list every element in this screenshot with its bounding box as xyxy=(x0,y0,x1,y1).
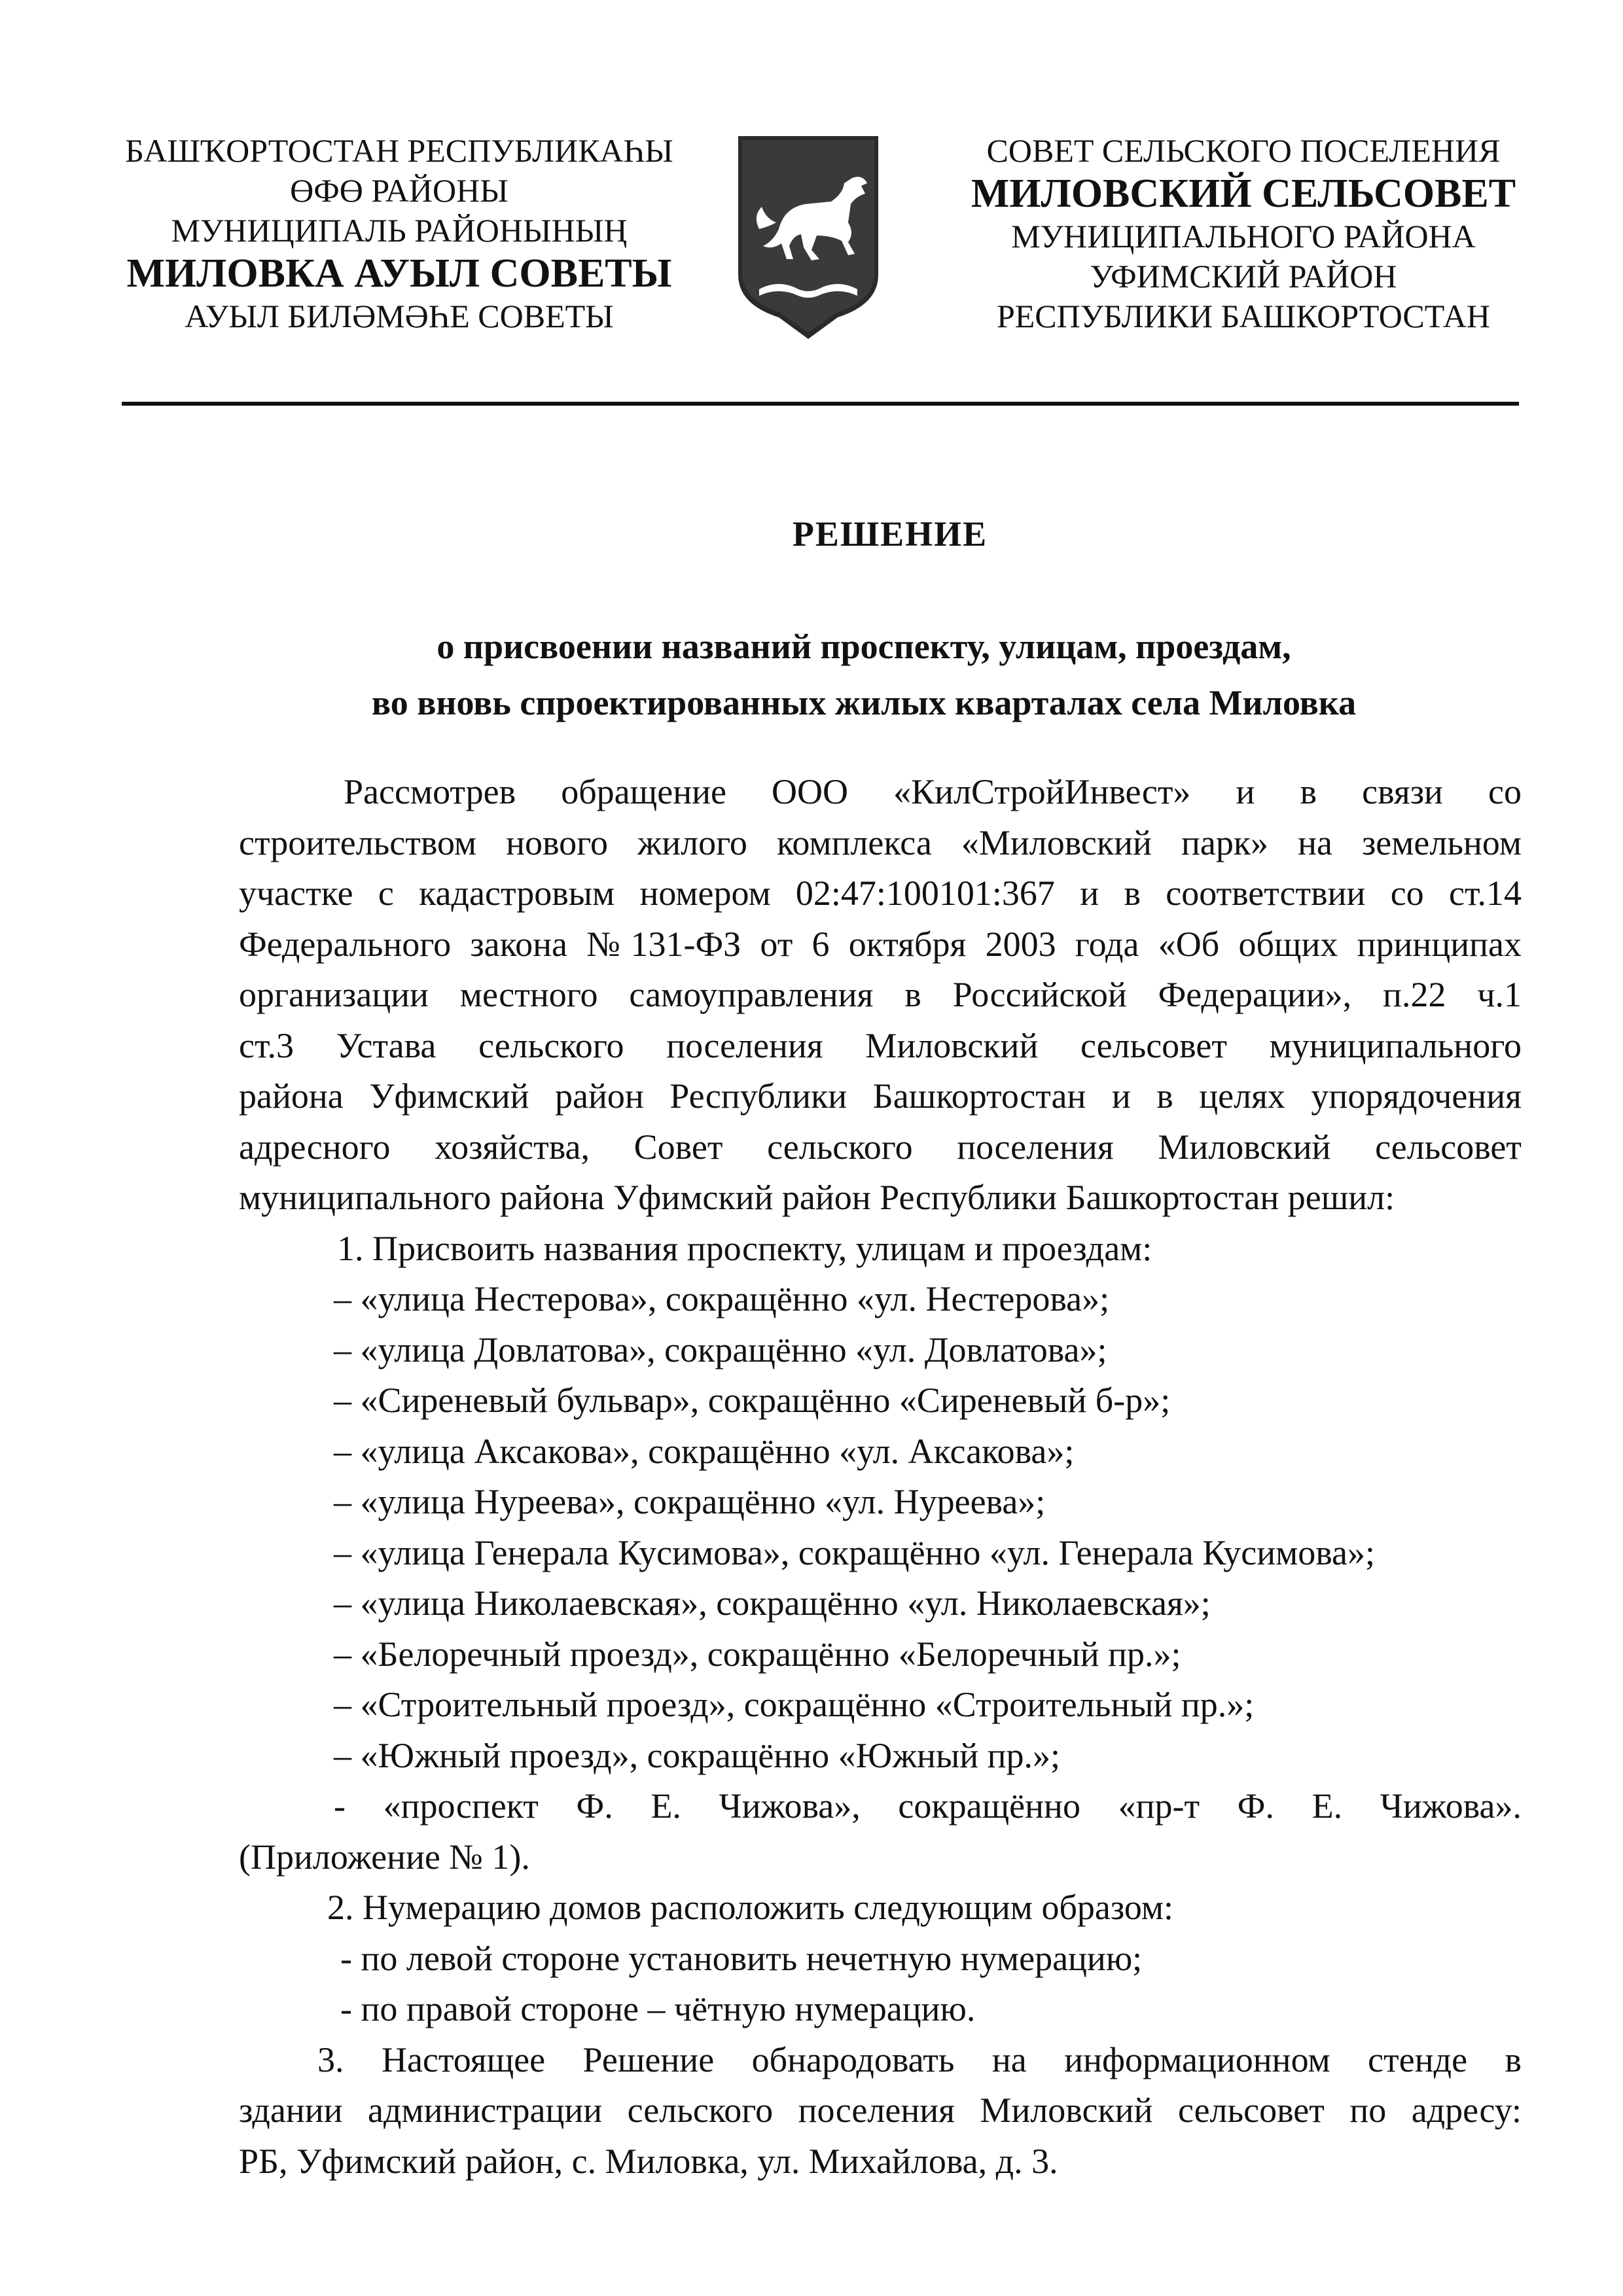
point-3-line: 3. Настоящее Решение обнародовать на информационном стенде в xyxy=(317,2040,1522,2079)
header-right-line-5: РЕСПУБЛИКИ БАШКОРТОСТАН xyxy=(996,298,1491,334)
header-left-block xyxy=(111,131,687,336)
header-right-line-2: МИЛОВСКИЙ СЕЛЬСОВЕТ xyxy=(971,171,1516,216)
street-item: – «улица Аксакова», сокращённо «ул. Аксакова»; xyxy=(334,1431,1075,1471)
preamble-line: ст.3 Устава сельского поселения Миловский сельсовет муниципального xyxy=(239,1025,1522,1065)
street-item: – «улица Генерала Кусимова», сокращённо «ул. Генерала Кусимова»; xyxy=(334,1532,1376,1572)
street-item: – «Южный проезд», сокращённо «Южный пр.»; xyxy=(334,1735,1061,1775)
preamble-line: Рассмотрев обращение ООО «КилСтройИнвест» и в связи со xyxy=(344,772,1522,811)
street-item: – «Строительный проезд», сокращённо «Строительный пр.»; xyxy=(334,1685,1255,1724)
header-right-line-4: УФИМСКИЙ РАЙОН xyxy=(1090,258,1397,294)
header-left-line-3: МУНИЦИПАЛЬ РАЙОНЫНЫҢ xyxy=(171,212,628,249)
preamble-line: района Уфимский район Республики Башкортостан и в целях упорядочения xyxy=(239,1076,1522,1116)
preamble-line: строительством нового жилого комплекса «Миловский парк» на земельном xyxy=(239,822,1522,862)
street-item: – «улица Николаевская», сокращённо «ул. Николаевская»; xyxy=(334,1583,1211,1623)
subtitle-line-2: во вновь спроектированных жилых кварталах села Миловка xyxy=(371,683,1357,722)
appendix-reference: (Приложение № 1). xyxy=(239,1837,530,1877)
preamble-line: Федерального закона №131-ФЗ от 6 октября 2003 года «Об общих принципах xyxy=(239,924,1522,964)
header-left-line-2: ӨФӨ РАЙОНЫ xyxy=(290,172,508,209)
point-3-line: РБ, Уфимский район, с. Миловка, ул. Михайлова, д. 3. xyxy=(239,2141,1058,2181)
preamble-line: муниципального района Уфимский район Республики Башкортостан решил: xyxy=(239,1178,1395,1217)
preamble-line: участке с кадастровым номером 02:47:100101:367 и в соответствии со ст.14 xyxy=(239,874,1522,913)
street-item: – «Белоречный проезд», сокращённо «Белоречный пр.»; xyxy=(334,1634,1181,1674)
point-3-line: здании администрации сельского поселения Миловский сельсовет по адресу: xyxy=(239,2091,1522,2130)
point-2-heading: 2. Нумерацию домов расположить следующим образом: xyxy=(327,1888,1174,1927)
numbering-item: - по правой стороне – чётную нумерацию. xyxy=(340,1989,976,2028)
coat-of-arms-icon xyxy=(733,131,883,340)
street-item: – «улица Довлатова», сокращённо «ул. Довлатова»; xyxy=(334,1330,1107,1369)
numbering-item: - по левой стороне установить нечетную нумерацию; xyxy=(340,1938,1143,1978)
header-right-block xyxy=(942,131,1544,336)
header-left-line-4: МИЛОВКА АУЫЛ СОВЕТЫ xyxy=(126,251,672,296)
header-divider xyxy=(122,402,1519,406)
street-item: – «Сиреневый бульвар», сокращённо «Сиреневый б-р»; xyxy=(334,1381,1171,1420)
document-body xyxy=(239,767,1522,2187)
header-right-line-3: МУНИЦИПАЛЬНОГО РАЙОНА xyxy=(1011,218,1476,255)
header-right-line-1: СОВЕТ СЕЛЬСКОГО ПОСЕЛЕНИЯ xyxy=(986,132,1501,169)
point-1-heading: 1. Присвоить названия проспекту, улицам и проездам: xyxy=(337,1228,1152,1268)
document-subtitle xyxy=(0,618,1623,731)
header-left-line-1: БАШҠОРТОСТАН РЕСПУБЛИКАҺЫ xyxy=(125,132,673,169)
preamble-line: адресного хозяйства, Совет сельского поселения Миловский сельсовет xyxy=(239,1127,1522,1167)
document-title: РЕШЕНИЕ xyxy=(792,514,988,554)
subtitle-line-1: о присвоении названий проспекту, улицам, проездам, xyxy=(437,627,1291,666)
preamble-line: организации местного самоуправления в Российской Федерации», п.22 ч.1 xyxy=(239,975,1522,1014)
street-item-last: - «проспект Ф. Е. Чижова», сокращённо «пр-т Ф. Е. Чижова». xyxy=(334,1786,1522,1826)
header-left-line-5: АУЫЛ БИЛӘМӘҺЕ СОВЕТЫ xyxy=(185,298,614,334)
street-item: – «улица Нестерова», сокращённо «ул. Нестерова»; xyxy=(334,1279,1110,1318)
street-item: – «улица Нуреева», сокращённо «ул. Нуреева»; xyxy=(334,1482,1046,1521)
